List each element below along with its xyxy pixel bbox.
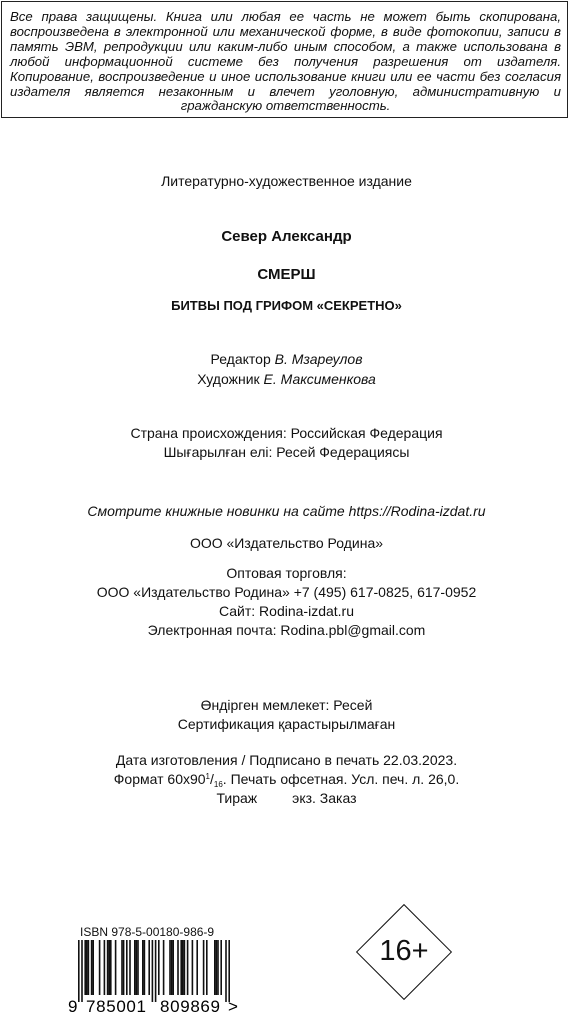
- barcode-bars: [78, 940, 230, 1002]
- barcode-bar: [84, 940, 86, 995]
- barcode-end-mark: >: [228, 997, 238, 1015]
- format-sep: /: [210, 771, 214, 787]
- editor-credit: [0, 351, 573, 367]
- format-suffix: . Печать офсетная. Усл. печ. л. 26,0.: [222, 771, 460, 787]
- wholesale-site: Сайт: Rodina-izdat.ru: [218, 603, 354, 619]
- barcode-bar: [108, 940, 110, 995]
- barcode-bar: [206, 940, 208, 995]
- certification-kz: Сертификация қарастырылмаған: [177, 716, 396, 732]
- barcode-bar: [217, 940, 219, 995]
- barcode-bar: [158, 940, 160, 995]
- barcode-bar: [171, 940, 173, 995]
- print-date: Дата изготовления / Подписано в печать 22.03.2023.: [115, 752, 458, 768]
- barcode-bar: [177, 940, 179, 995]
- barcode-bar: [180, 940, 182, 995]
- book-title: СМЕРШ: [257, 266, 316, 283]
- barcode-bar: [137, 940, 139, 995]
- wholesale-email: Электронная почта: Rodina.pbl@gmail.com: [147, 622, 426, 638]
- print-format: [0, 771, 573, 789]
- barcode-bar: [196, 940, 198, 995]
- barcode-bar: [187, 940, 189, 995]
- barcode-bar: [152, 940, 154, 1002]
- publisher-name: ООО «Издательство Родина»: [189, 535, 384, 551]
- barcode-lead-digit: 9: [68, 997, 78, 1015]
- barcode-right-digits: 809869: [160, 997, 220, 1015]
- barcode-bar: [86, 940, 88, 995]
- author-name: Север Александр: [221, 228, 352, 245]
- artist-credit: [0, 371, 573, 387]
- barcode-bar: [123, 940, 125, 995]
- barcode-bar: [115, 940, 117, 995]
- barcode-bar: [121, 940, 123, 995]
- barcode-bar: [129, 940, 131, 995]
- barcode: [68, 940, 248, 1015]
- artist-label: Художник: [197, 371, 260, 387]
- origin-country-kz: Шығарылған елі: Ресей Федерациясы: [163, 444, 410, 460]
- barcode-bar: [225, 940, 227, 1002]
- barcode-bar: [216, 940, 218, 995]
- format-sub: 16: [213, 780, 223, 789]
- barcode-bar: [78, 940, 80, 1002]
- wholesale-label: Оптовая торговля:: [226, 565, 347, 581]
- barcode-left-digits: 785001: [86, 997, 146, 1015]
- print-run: Тираж экз. Заказ: [216, 790, 357, 806]
- barcode-bar: [136, 940, 138, 995]
- barcode-bar: [104, 940, 106, 995]
- editor-label: Редактор: [210, 351, 271, 367]
- isbn-label: ISBN 978-5-00180-986-9: [80, 925, 215, 939]
- barcode-bar: [214, 940, 216, 995]
- barcode-bar: [192, 940, 194, 995]
- barcode-bar: [172, 940, 174, 995]
- barcode-bar: [92, 940, 94, 995]
- barcode-bar: [110, 940, 112, 995]
- barcode-bar: [142, 940, 144, 995]
- age-rating: 16+: [379, 935, 429, 967]
- artist-name: Е. Максименкова: [263, 371, 376, 387]
- barcode-bar: [99, 940, 101, 995]
- format-sup: 1: [205, 772, 210, 781]
- barcode-bar: [88, 940, 90, 995]
- barcode-bar: [155, 940, 157, 1002]
- copyright-notice: Все права защищены. Книга или любая ее часть не может быть скопирована, воспроизведена в электронной или механической форме, в виде фотокопии, записи в память ЭВМ, репродукции или каким-либо иным способом, а также использована в любой информационной системе без получения разрешения от издателя. Копирование, воспроизведение и иное использование книги или ее части без согласия издателя является незаконным и влечет уголовную, административную и гражданскую ответственность.: [1, 1, 568, 118]
- barcode-bar: [91, 940, 93, 995]
- website-note: Смотрите книжные новинки на сайте https://Rodina-izdat.ru: [87, 503, 486, 519]
- barcode-bar: [81, 940, 83, 1002]
- barcode-bar: [228, 940, 230, 1002]
- barcode-bar: [134, 940, 136, 995]
- book-subtitle: БИТВЫ ПОД ГРИФОМ «СЕКРЕТНО»: [171, 298, 402, 313]
- barcode-bar: [203, 940, 205, 995]
- edition-type: Литературно-художественное издание: [161, 173, 412, 189]
- producer-country-kz: Өндірген мемлекет: Ресей: [200, 697, 373, 713]
- barcode-bar: [182, 940, 184, 995]
- barcode-bar: [220, 940, 222, 995]
- origin-country-ru: Страна происхождения: Российская Федерация: [130, 425, 443, 441]
- barcode-bar: [163, 940, 165, 995]
- format-prefix: Формат 60х90: [113, 771, 206, 787]
- barcode-bar: [107, 940, 109, 995]
- barcode-bar: [169, 940, 171, 995]
- wholesale-contacts: ООО «Издательство Родина» +7 (495) 617-0825, 617-0952: [96, 584, 477, 600]
- editor-name: В. Мзареулов: [274, 351, 363, 367]
- barcode-bar: [126, 940, 128, 995]
- barcode-bar: [144, 940, 146, 995]
- barcode-bar: [184, 940, 186, 995]
- barcode-bar: [148, 940, 150, 995]
